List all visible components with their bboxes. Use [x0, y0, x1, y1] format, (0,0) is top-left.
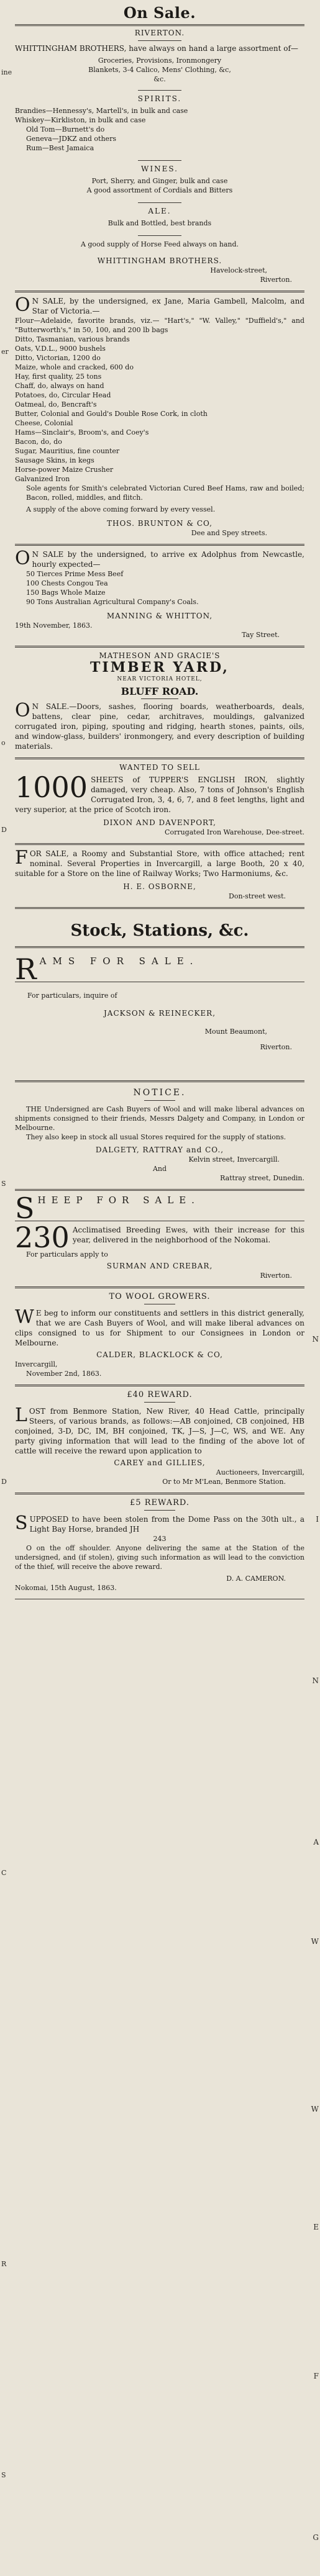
dalgety-notice — [15, 1088, 304, 1183]
ad-line: Sausage Skins, in kegs — [15, 456, 94, 464]
divider — [15, 544, 304, 546]
dropcap: W — [15, 1306, 34, 1328]
ad-address: Kelvin street, Invercargill. — [188, 1155, 280, 1164]
divider — [138, 160, 181, 161]
ad-line: Flour—Adelaide, favorite brands, viz.— "Hart's," "W. Valley," "Duffield's," and "Butterworth's," in 50, 100, and 200 lb bags — [15, 317, 304, 334]
dropcap: F — [15, 847, 28, 869]
ad-heading: MATHESON AND GRACIE'S — [99, 651, 221, 660]
ad-signature: CALDER, BLACKLOCK & CO, — [96, 1350, 223, 1359]
ad-line: Horse-power Maize Crusher — [15, 466, 114, 474]
right-gutter — [306, 0, 320, 2576]
ad-signature: JACKSON & REINECKER, — [103, 1009, 216, 1018]
ad-body: N SALE, by the undersigned, ex Jane, Maria Gambell, Malcolm, and Star of Victoria.— — [32, 297, 304, 315]
ad-signature: DALGETY, RATTRAY and CO., — [95, 1146, 224, 1154]
gutter-fragment: E — [313, 2223, 319, 2231]
ad-line: Port, Sherry, and Ginger, bulk and case — [91, 177, 228, 185]
ad-address: Or to Mr M'Lean, Benmore Station. — [162, 1478, 286, 1486]
ad-address: Riverton. — [260, 1043, 292, 1051]
ad-line: Old Tom—Burnett's do — [26, 125, 105, 133]
dropcap: R — [15, 952, 37, 986]
dropcap: O — [15, 700, 30, 721]
wool-growers-ad — [15, 1292, 304, 1378]
divider — [138, 202, 181, 203]
ad-number: 1000 — [15, 771, 88, 804]
ad-heading: WANTED TO SELL — [119, 763, 200, 772]
divider — [138, 235, 181, 236]
ad-line: 100 Chests Congou Tea — [26, 579, 108, 587]
ad-number: 243 — [153, 1535, 167, 1543]
ad-address: Riverton. — [260, 1272, 292, 1280]
divider — [138, 90, 181, 91]
divider — [15, 24, 304, 26]
section-title: SPIRITS. — [137, 94, 182, 103]
ad-line: Maize, whole and cracked, 600 do — [15, 363, 134, 371]
divider — [15, 1080, 304, 1082]
ad-line: Bacon, do, do — [15, 438, 62, 446]
davenport-ad — [15, 763, 304, 837]
timber-yard-ad — [15, 651, 304, 751]
ad-body: N SALE.—Doors, sashes, flooring boards, weatherboards, deals, battens, clear pine, cedar, architraves, mouldings, galvanized corrugated iron, piping, spouting and ridging, hearth stones, paints, oils, and window-glass, builders' ironmongery, and every description of building materials. — [15, 702, 304, 751]
ad-line: Groceries, Provisions, Ironmongery — [98, 56, 222, 65]
gutter-fragment: F — [313, 2372, 319, 2380]
divider — [144, 1510, 175, 1511]
ad-body: UPPOSED to have been stolen from the Dome Pass on the 30th ult., a Light Bay Horse, branded JH — [29, 1515, 304, 1534]
ad-line: Hams—Sinclair's, Broom's, and Coey's — [15, 428, 149, 436]
ad-heading: BLUFF ROAD. — [121, 685, 199, 697]
ad-address: Rattray street, Dunedin. — [220, 1174, 304, 1182]
dropcap: O — [15, 548, 30, 569]
ad-body: OR SALE, a Roomy and Substantial Store, with office attached; rent nominal. Several Properties in Invercargill, a large Booth, 20 x 40, suitable for a Store on the line of Railway Works; Two Harmoniums, &c. — [15, 849, 304, 878]
gutter-fragment: er — [1, 348, 9, 356]
gutter-fragment: I — [316, 1515, 319, 1524]
dropcap: L — [15, 1404, 27, 1426]
ad-signature: SURMAN AND CREBAR, — [106, 1262, 213, 1270]
divider — [15, 946, 304, 948]
ad-line: Ditto, Tasmanian, various brands — [15, 335, 130, 343]
gutter-fragment: R — [1, 2260, 7, 2268]
ad-line: Rum—Best Jamaica — [26, 144, 94, 152]
gutter-fragment: W — [311, 1937, 319, 1946]
gutter-fragment: A — [313, 1838, 319, 1846]
sheep-ad — [15, 1191, 304, 1280]
ad-line: 90 Tons Australian Agricultural Company's Coals. — [26, 598, 199, 606]
ad-line: Sugar, Mauritius, fine counter — [15, 447, 120, 455]
dropcap: S — [15, 1512, 28, 1534]
spacer — [15, 1052, 304, 1077]
dropcap: S — [15, 1191, 35, 1225]
divider — [15, 1286, 304, 1288]
ad-address: Don-street west. — [229, 892, 286, 900]
ad-line: 150 Bags Whole Maize — [26, 589, 106, 597]
ad-heading: AMS FOR SALE. — [39, 956, 199, 967]
divider — [15, 291, 304, 292]
ad-address: Tay Street. — [242, 631, 280, 639]
ad-address: Mount Beaumont, — [204, 1028, 267, 1036]
gutter-fragment: o — [1, 739, 6, 747]
gutter-fragment: ine — [1, 68, 12, 76]
gutter-fragment: C — [1, 1869, 7, 1877]
ad-body: THE Undersigned are Cash Buyers of Wool and will make liberal advances on shipments consigned to their friends, Messrs Dalgety and Company, in London or Melbourne. — [15, 1105, 304, 1132]
gutter-fragment: N — [312, 1676, 319, 1685]
ad-location: RIVERTON. — [134, 29, 185, 37]
page-title: On Sale. — [123, 4, 196, 22]
ad-line: Potatoes, do, Circular Head — [15, 391, 111, 399]
ad-body: OST from Benmore Station, New River, 40 Head Cattle, principally Steers, of various brands, as follows:—AB conjoined, CB conjoined, HB conjoined, 3-D, DC, IM, BH conjoined, TK, J—S, J—C, WS, and WE. Any party giving information that will lead to the finding of the above lot of cattle will receive the reward upon application to — [15, 1407, 304, 1455]
gutter-fragment: D — [1, 826, 7, 834]
divider — [15, 757, 304, 759]
ad-number: 230 — [15, 1221, 70, 1254]
ad-address: Invercargill, — [15, 1360, 58, 1368]
ad-body: Acclimatised Breeding Ewes, with their increase for this year, delivered in the neighborhood of the Nokomai. — [72, 1226, 304, 1244]
gutter-fragment: D — [1, 1478, 7, 1486]
ad-body: N SALE by the undersigned, to arrive ex Adolphus from Newcastle, hourly expected— — [32, 550, 304, 569]
ad-heading: NEAR VICTORIA HOTEL, — [117, 676, 203, 682]
ad-signature: WHITTINGHAM BROTHERS. — [97, 256, 222, 265]
ad-signature: CAREY and GILLIES, — [114, 1458, 206, 1467]
rams-ad — [15, 952, 304, 1077]
divider — [141, 698, 178, 699]
ad-address: Dee and Spey streets. — [191, 529, 267, 537]
left-gutter — [0, 0, 14, 2576]
whittingham-ad — [15, 29, 304, 284]
brunton-ad — [15, 296, 304, 538]
reward-40-ad — [15, 1390, 304, 1486]
ad-line: 50 Tierces Prime Mess Beef — [26, 570, 124, 578]
ad-address: And — [152, 1165, 167, 1173]
ad-line: Geneva—JDKZ and others — [26, 135, 116, 143]
ad-line: Chaff, do, always on hand — [15, 382, 104, 390]
ad-body: For particulars, inquire of — [27, 992, 117, 1000]
divider — [15, 907, 304, 909]
divider — [15, 843, 304, 845]
divider — [144, 1100, 175, 1101]
dropcap: O — [15, 294, 30, 316]
reward-5-ad — [15, 1498, 304, 1593]
ad-body: E beg to inform our constituents and settlers in this district generally, that we are Cash Buyers of Wool, and will make liberal advances on clips consigned to us for Shipment to our Consignees in London or Melbourne. — [15, 1309, 304, 1347]
ad-heading: NOTICE. — [133, 1088, 186, 1098]
ad-line: Brandies—Hennessy's, Martell's, in bulk and case — [15, 107, 188, 115]
ad-heading: £5 REWARD. — [130, 1498, 190, 1507]
ad-line: Butter, Colonial and Gould's Double Rose Cork, in cloth — [15, 410, 208, 418]
divider — [15, 646, 304, 648]
ad-heading: £40 REWARD. — [127, 1390, 193, 1399]
ad-address: Auctioneers, Invercargill, — [216, 1468, 304, 1476]
ad-body: O on the off shoulder. Anyone delivering the same at the Station of the undersigned, and (if stolen), giving such information as will lead to the conviction of the thief, will receive the above reward. — [15, 1544, 304, 1571]
gutter-fragment: W — [311, 2105, 319, 2113]
ad-heading: TIMBER YARD, — [90, 659, 229, 676]
manning-ad — [15, 549, 304, 639]
divider — [15, 1189, 304, 1191]
ad-signature: D. A. CAMERON. — [226, 1575, 286, 1583]
gutter-fragment: S — [1, 2471, 6, 2479]
ad-line: Cheese, Colonial — [15, 419, 73, 427]
ad-body: WHITTINGHAM BROTHERS, have always on hand a large assortment of— — [15, 44, 298, 53]
gutter-fragment: G — [313, 2533, 319, 2542]
ad-heading: HEEP FOR SALE. — [37, 1195, 200, 1206]
ad-line: Oats, V.D.L., 9000 bushels — [15, 345, 106, 353]
ad-line: A supply of the above coming forward by every vessel. — [26, 505, 216, 513]
section-title: WINES. — [141, 165, 178, 173]
divider — [144, 1402, 175, 1403]
ad-line: Bulk and Bottled, best brands — [107, 219, 212, 227]
ad-line: Blankets, 3-4 Calico, Mens' Clothing, &c, — [88, 66, 231, 74]
ad-line: Ditto, Victorian, 1200 do — [15, 354, 101, 362]
newspaper-column — [15, 0, 304, 2576]
gutter-fragment: N — [312, 1335, 319, 1344]
ad-line: Whiskey—Kirkliston, in bulk and case — [15, 116, 146, 124]
ad-line: A good supply of Horse Feed always on hand. — [80, 240, 239, 248]
divider — [15, 1385, 304, 1386]
ad-signature: DIXON AND DAVENPORT, — [103, 818, 216, 827]
ad-heading: TO WOOL GROWERS. — [109, 1292, 211, 1301]
divider — [138, 40, 181, 41]
ad-date: Nokomai, 15th August, 1863. — [15, 1584, 117, 1592]
ad-line: Hay, first quality, 25 tons — [15, 373, 102, 381]
ad-signature: THOS. BRUNTON & CO, — [107, 519, 213, 528]
ad-address: Corrugated Iron Warehouse, Dee-street. — [165, 828, 304, 836]
ad-body: For particulars apply to — [26, 1250, 108, 1259]
ad-signature: MANNING & WHITTON, — [106, 612, 213, 620]
ad-date: November 2nd, 1863. — [26, 1370, 102, 1378]
section-title: ALE. — [148, 207, 171, 215]
ad-line: Sole agents for Smith's celebrated Victorian Cured Beef Hams, raw and boiled; Bacon, rolled, middles, and flitch. — [26, 484, 304, 502]
osborne-ad — [15, 849, 304, 901]
ad-address: Riverton. — [260, 276, 292, 284]
ad-address: Havelock-street, — [210, 266, 267, 274]
ad-body: SHEETS of TUPPER'S ENGLISH IRON, slightly damaged, very cheap. Also, 7 tons of Johnson's English Corrugated Iron, 3, 4, 6, 7, and 8 feet lengths, light and very superior, at the price of Scotch iron. — [15, 775, 304, 814]
ad-line: Galvanized Iron — [15, 475, 70, 483]
gutter-fragment: S — [1, 1180, 6, 1188]
ad-date: 19th November, 1863. — [15, 621, 93, 630]
ad-body: They also keep in stock all usual Stores required for the supply of stations. — [26, 1133, 286, 1141]
ad-line: A good assortment of Cordials and Bitters — [86, 186, 233, 194]
ad-line: Oatmeal, do, Bencraft's — [15, 400, 97, 409]
divider — [15, 1493, 304, 1494]
section-heading: Stock, Stations, &c. — [70, 921, 249, 940]
ad-signature: H. E. OSBORNE, — [123, 882, 196, 891]
ad-etc: &c. — [153, 75, 166, 83]
